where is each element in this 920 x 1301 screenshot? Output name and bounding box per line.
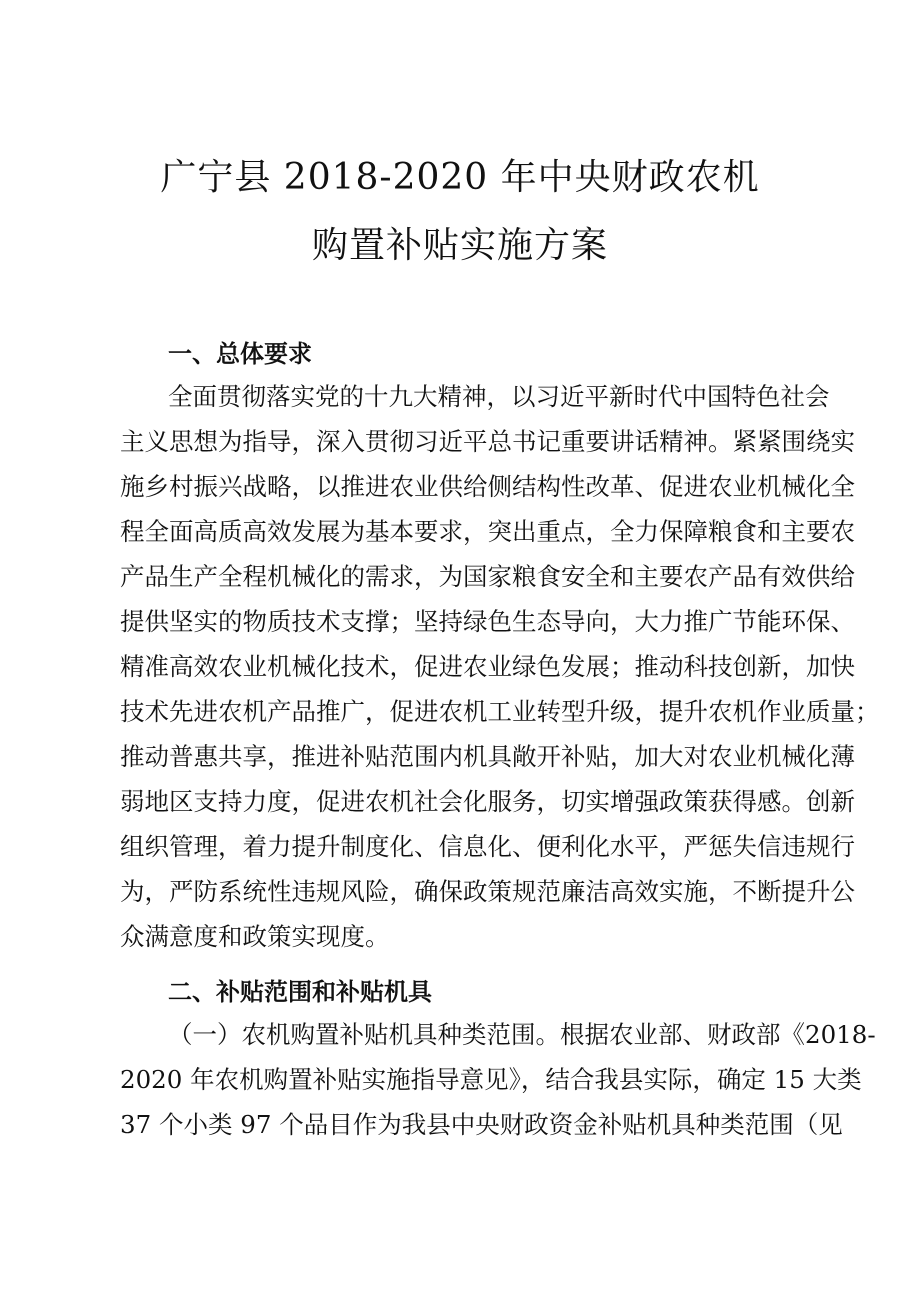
section-1-line: 提供坚实的物质技术支撑；坚持绿色生态导向，大力推广节能环保、 [120,607,855,636]
section-1-line: 弱地区支持力度，促进农机社会化服务，切实增强政策获得感。创新 [120,787,855,816]
section-2-line: （一）农机购置补贴机具种类范围。根据农业部、财政部《2018- [168,1020,876,1049]
section-2-line: 37 个小类 97 个品目作为我县中央财政资金补贴机具种类范围（见 [120,1110,843,1139]
section-2-heading: 二、补贴范围和补贴机具 [168,978,432,1006]
section-1-line: 技术先进农机产品推广，促进农机工业转型升级，提升农机作业质量； [120,697,880,726]
section-1-line: 推动普惠共享，推进补贴范围内机具敞开补贴，加大对农业机械化薄 [120,742,855,771]
document-title-line-1: 广宁县 2018-2020 年中央财政农机 [160,157,760,198]
section-1-line: 施乡村振兴战略，以推进农业供给侧结构性改革、促进农业机械化全 [120,472,855,501]
section-1-line: 产品生产全程机械化的需求，为国家粮食安全和主要农产品有效供给 [120,562,855,591]
section-1-line: 众满意度和政策实现度。 [120,922,390,951]
section-1-heading: 一、总体要求 [168,340,312,368]
section-1-line: 组织管理，着力提升制度化、信息化、便利化水平，严惩失信违规行 [120,832,855,861]
section-1-line: 程全面高质高效发展为基本要求，突出重点，全力保障粮食和主要农 [120,517,855,546]
section-1-line: 精准高效农业机械化技术，促进农业绿色发展；推动科技创新，加快 [120,652,855,681]
section-1-line: 主义思想为指导，深入贯彻习近平总书记重要讲话精神。紧紧围绕实 [120,427,855,456]
section-2-line: 2020 年农机购置补贴实施指导意见》，结合我县实际，确定 15 大类 [120,1065,862,1094]
document-title-line-2: 购置补贴实施方案 [311,225,608,266]
section-1-line: 全面贯彻落实党的十九大精神，以习近平新时代中国特色社会 [168,382,830,411]
section-1-line: 为，严防系统性违规风险，确保政策规范廉洁高效实施，不断提升公 [120,877,855,906]
